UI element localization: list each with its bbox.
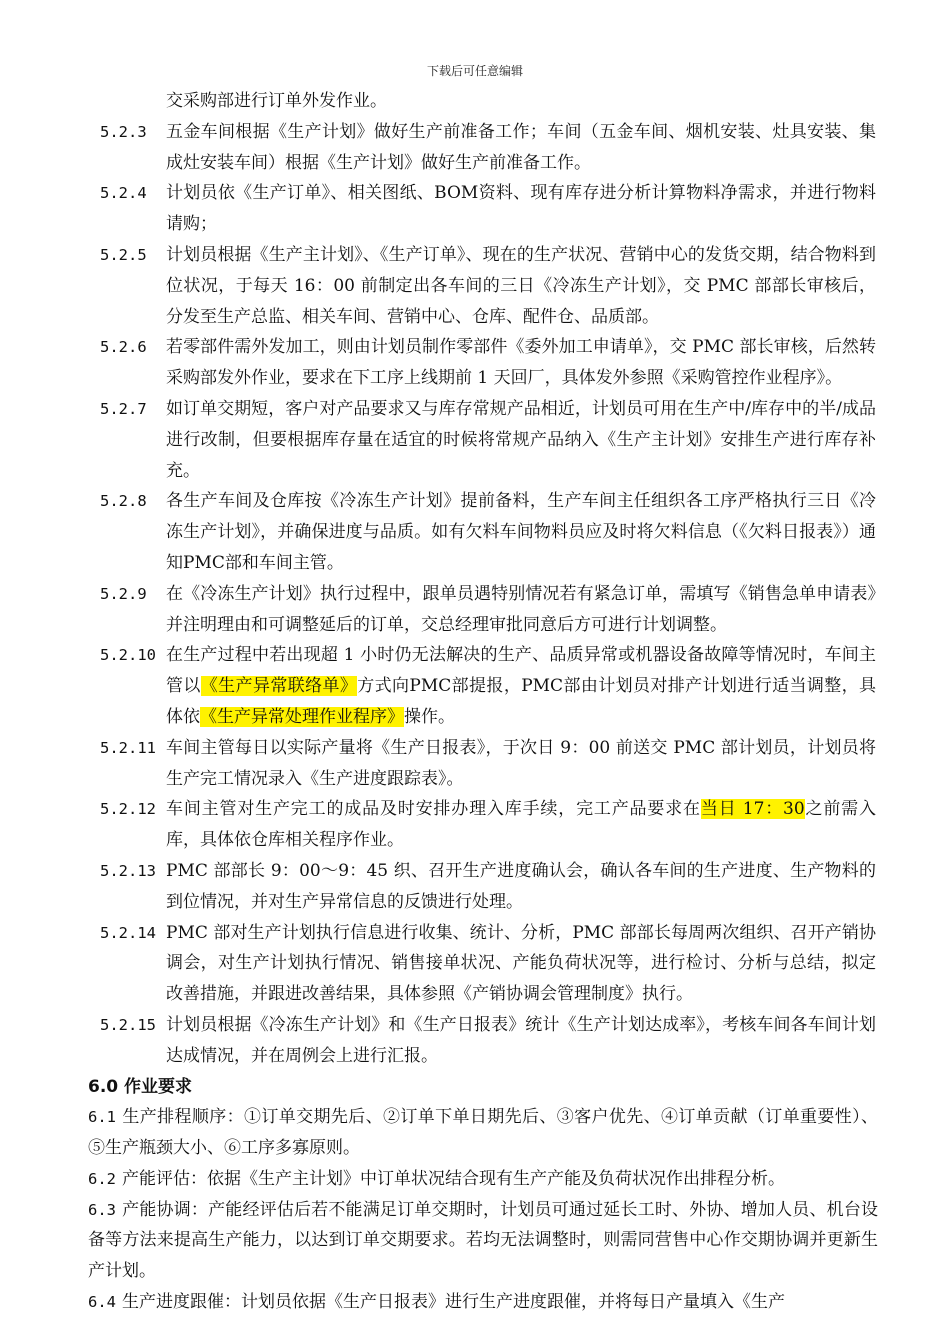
clause-text bbox=[166, 394, 876, 486]
clause-item bbox=[0, 794, 950, 856]
clause-text bbox=[166, 240, 876, 332]
clause-text-run: PMC 部对生产计划执行信息进行收集、统计、分析，PMC 部部长每周两次组织、召开产销协调会，对生产计划执行情况、销售接单状况、产能负荷状况等，进行检讨、分析与总结，拟定改善措施，并跟进改善结果，具体参照《产销协调会管理制度》执行。 bbox=[166, 922, 876, 1005]
page-header: 下载后可任意编辑 bbox=[426, 64, 523, 78]
clause-text bbox=[166, 332, 876, 394]
clause-text-run: 如订单交期短，客户对产品要求又与库存常规产品相近，计划员可用在生产中/库存中的半/成品进行改制，但要根据库存量在适宜的时候将常规产品纳入《生产主计划》安排生产进行库存补充。 bbox=[166, 398, 877, 481]
clause-number: 5.2.15 bbox=[100, 1015, 156, 1034]
clause-item bbox=[0, 117, 950, 179]
requirement-item bbox=[0, 1287, 950, 1318]
clause-item bbox=[0, 394, 950, 486]
clause-text bbox=[166, 117, 876, 179]
clause-text-run: 在《冷冻生产计划》执行过程中，跟单员遇特别情况若有紧急订单，需填写《销售急单申请表》并注明理由和可调整延后的订单，交总经理审批同意后方可进行计划调整。 bbox=[166, 583, 876, 635]
clause-text-run: 车间主管对生产完工的成品及时安排办理入库手续，完工产品要求在 bbox=[166, 799, 701, 820]
requirement-body bbox=[88, 1287, 878, 1318]
clause-item bbox=[0, 579, 950, 641]
clause-text bbox=[166, 918, 876, 1010]
clause-number: 5.2.3 bbox=[100, 122, 147, 141]
clause-number: 5.2.13 bbox=[100, 861, 156, 880]
clause-text-run: 计划员根据《生产主计划》、《生产订单》、现在的生产状况、营销中心的发货交期，结合物料到位状况，于每天 16：00 前制定出各车间的三日《冷冻生产计划》，交 PMC 部部长审核后，分发至生产总监、相关车间、营销中心、仓库、配件仓、品质部。 bbox=[166, 244, 876, 327]
requirement-body bbox=[88, 1164, 878, 1195]
clause-item bbox=[0, 856, 950, 918]
clause-text bbox=[166, 733, 876, 795]
clause-text-run: 若零部件需外发加工，则由计划员制作零部件《委外加工申请单》，交 PMC 部长审核，后然转采购部发外作业，要求在下工序上线期前 1 天回厂，具体发外参照《采购管控作业程序》。 bbox=[166, 337, 876, 389]
clause-number: 5.2.5 bbox=[100, 245, 147, 264]
requirement-number: 6.4 bbox=[88, 1293, 116, 1312]
requirement-number: 6.3 bbox=[88, 1200, 116, 1219]
clause-item bbox=[0, 240, 950, 332]
requirement-text: 生产进度跟催：计划员依据《生产日报表》进行生产进度跟催，并将每日产量填入《生产 bbox=[122, 1292, 785, 1313]
clause-item bbox=[0, 332, 950, 394]
requirement-body bbox=[88, 1102, 878, 1164]
clause-text-run: 交采购部进行订单外发作业。 bbox=[166, 91, 387, 111]
clause-number: 5.2.14 bbox=[100, 923, 156, 942]
clause-text-run: 各生产车间及仓库按《冷冻生产计划》提前备料，生产车间主任组织各工序严格执行三日《冷冻生产计划》，并确保进度与品质。如有欠料车间物料员应及时将欠料信息（《欠料日报表》）通知PMC部和车间主管。 bbox=[166, 491, 876, 573]
clause-text-run: 方式向PMC部提报，PMC部由计划员对排产计划进行适当调整，具体依 bbox=[166, 676, 877, 727]
clause-number: 5.2.4 bbox=[100, 184, 147, 203]
clause-text-run: 五金车间根据《生产计划》做好生产前准备工作；车间（五金车间、烟机安装、灶具安装、集成灶安装车间）根据《生产计划》做好生产前准备工作。 bbox=[166, 121, 876, 173]
clause-item bbox=[0, 86, 950, 117]
requirement-body bbox=[88, 1195, 878, 1287]
highlighted-text: 当日 17：30 bbox=[700, 799, 805, 820]
requirement-number: 6.2 bbox=[88, 1169, 116, 1188]
section-title: 6.0 作业要求 bbox=[88, 1076, 193, 1097]
document-body bbox=[0, 86, 950, 1318]
clause-text-run: 计划员根据《冷冻生产计划》和《生产日报表》统计《生产计划达成率》，考核车间各车间计划达成情况，并在周例会上进行汇报。 bbox=[166, 1014, 876, 1066]
clause-text-run: 计划员依《生产订单》、相关图纸、BOM资料、现有库存进分析计算物料净需求，并进行物料请购； bbox=[166, 183, 876, 235]
requirement-number: 6.1 bbox=[88, 1108, 116, 1127]
clause-number: 5.2.12 bbox=[100, 800, 156, 819]
requirement-text: 生产排程顺序：①订单交期先后、②订单下单日期先后、③客户优先、④订单贡献（订单重要性）、⑤生产瓶颈大小、⑥工序多寡原则。 bbox=[88, 1107, 878, 1159]
clause-number: 5.2.9 bbox=[100, 584, 147, 603]
requirement-text: 产能评估：依据《生产主计划》中订单状况结合现有生产产能及负荷状况作出排程分析。 bbox=[122, 1168, 785, 1189]
clause-number: 5.2.6 bbox=[100, 338, 147, 357]
clause-number: 5.2.8 bbox=[100, 492, 147, 511]
clause-item bbox=[0, 640, 950, 732]
clause-text bbox=[166, 1010, 876, 1072]
requirement-item bbox=[0, 1102, 950, 1164]
clause-text bbox=[166, 178, 876, 240]
clause-text bbox=[166, 579, 876, 641]
clause-text-run: PMC 部部长 9：00～9：45 织、召开生产进度确认会，确认各车间的生产进度、生产物料的到位情况，并对生产异常信息的反馈进行处理。 bbox=[166, 860, 876, 912]
highlighted-text: 《生产异常联络单》 bbox=[200, 676, 358, 697]
requirement-item bbox=[0, 1164, 950, 1195]
highlighted-text: 《生产异常处理作业程序》 bbox=[200, 706, 404, 727]
clause-text bbox=[166, 794, 876, 856]
clause-text bbox=[166, 86, 876, 117]
clause-number: 5.2.10 bbox=[100, 646, 156, 665]
clause-number: 5.2.11 bbox=[100, 738, 156, 757]
clause-text-run: 车间主管每日以实际产量将《生产日报表》，于次日 9：00 前送交 PMC 部计划员，计划员将生产完工情况录入《生产进度跟踪表》。 bbox=[166, 737, 876, 789]
clause-text-run: 之前需入库，具体依仓库相关程序作业。 bbox=[166, 799, 877, 851]
clause-text bbox=[166, 856, 876, 918]
clause-item bbox=[0, 918, 950, 1010]
clause-text bbox=[166, 640, 876, 732]
clause-text-run: 在生产过程中若出现超 1 小时仍无法解决的生产、品质异常或机器设备故障等情况时，车间主管以 bbox=[166, 645, 876, 697]
requirement-item bbox=[0, 1195, 950, 1287]
clause-text bbox=[166, 486, 876, 578]
requirement-text: 产能协调：产能经评估后若不能满足订单交期时，计划员可通过延长工时、外协、增加人员、机台设备等方法来提高生产能力，以达到订单交期要求。若均无法调整时，则需同营售中心作交期协调并更新生产计划。 bbox=[88, 1199, 878, 1282]
clause-item bbox=[0, 733, 950, 795]
clause-item bbox=[0, 486, 950, 578]
clause-item bbox=[0, 1010, 950, 1072]
clause-item bbox=[0, 178, 950, 240]
clause-number: 5.2.7 bbox=[100, 399, 147, 418]
clause-text-run: 操作。 bbox=[404, 706, 455, 727]
